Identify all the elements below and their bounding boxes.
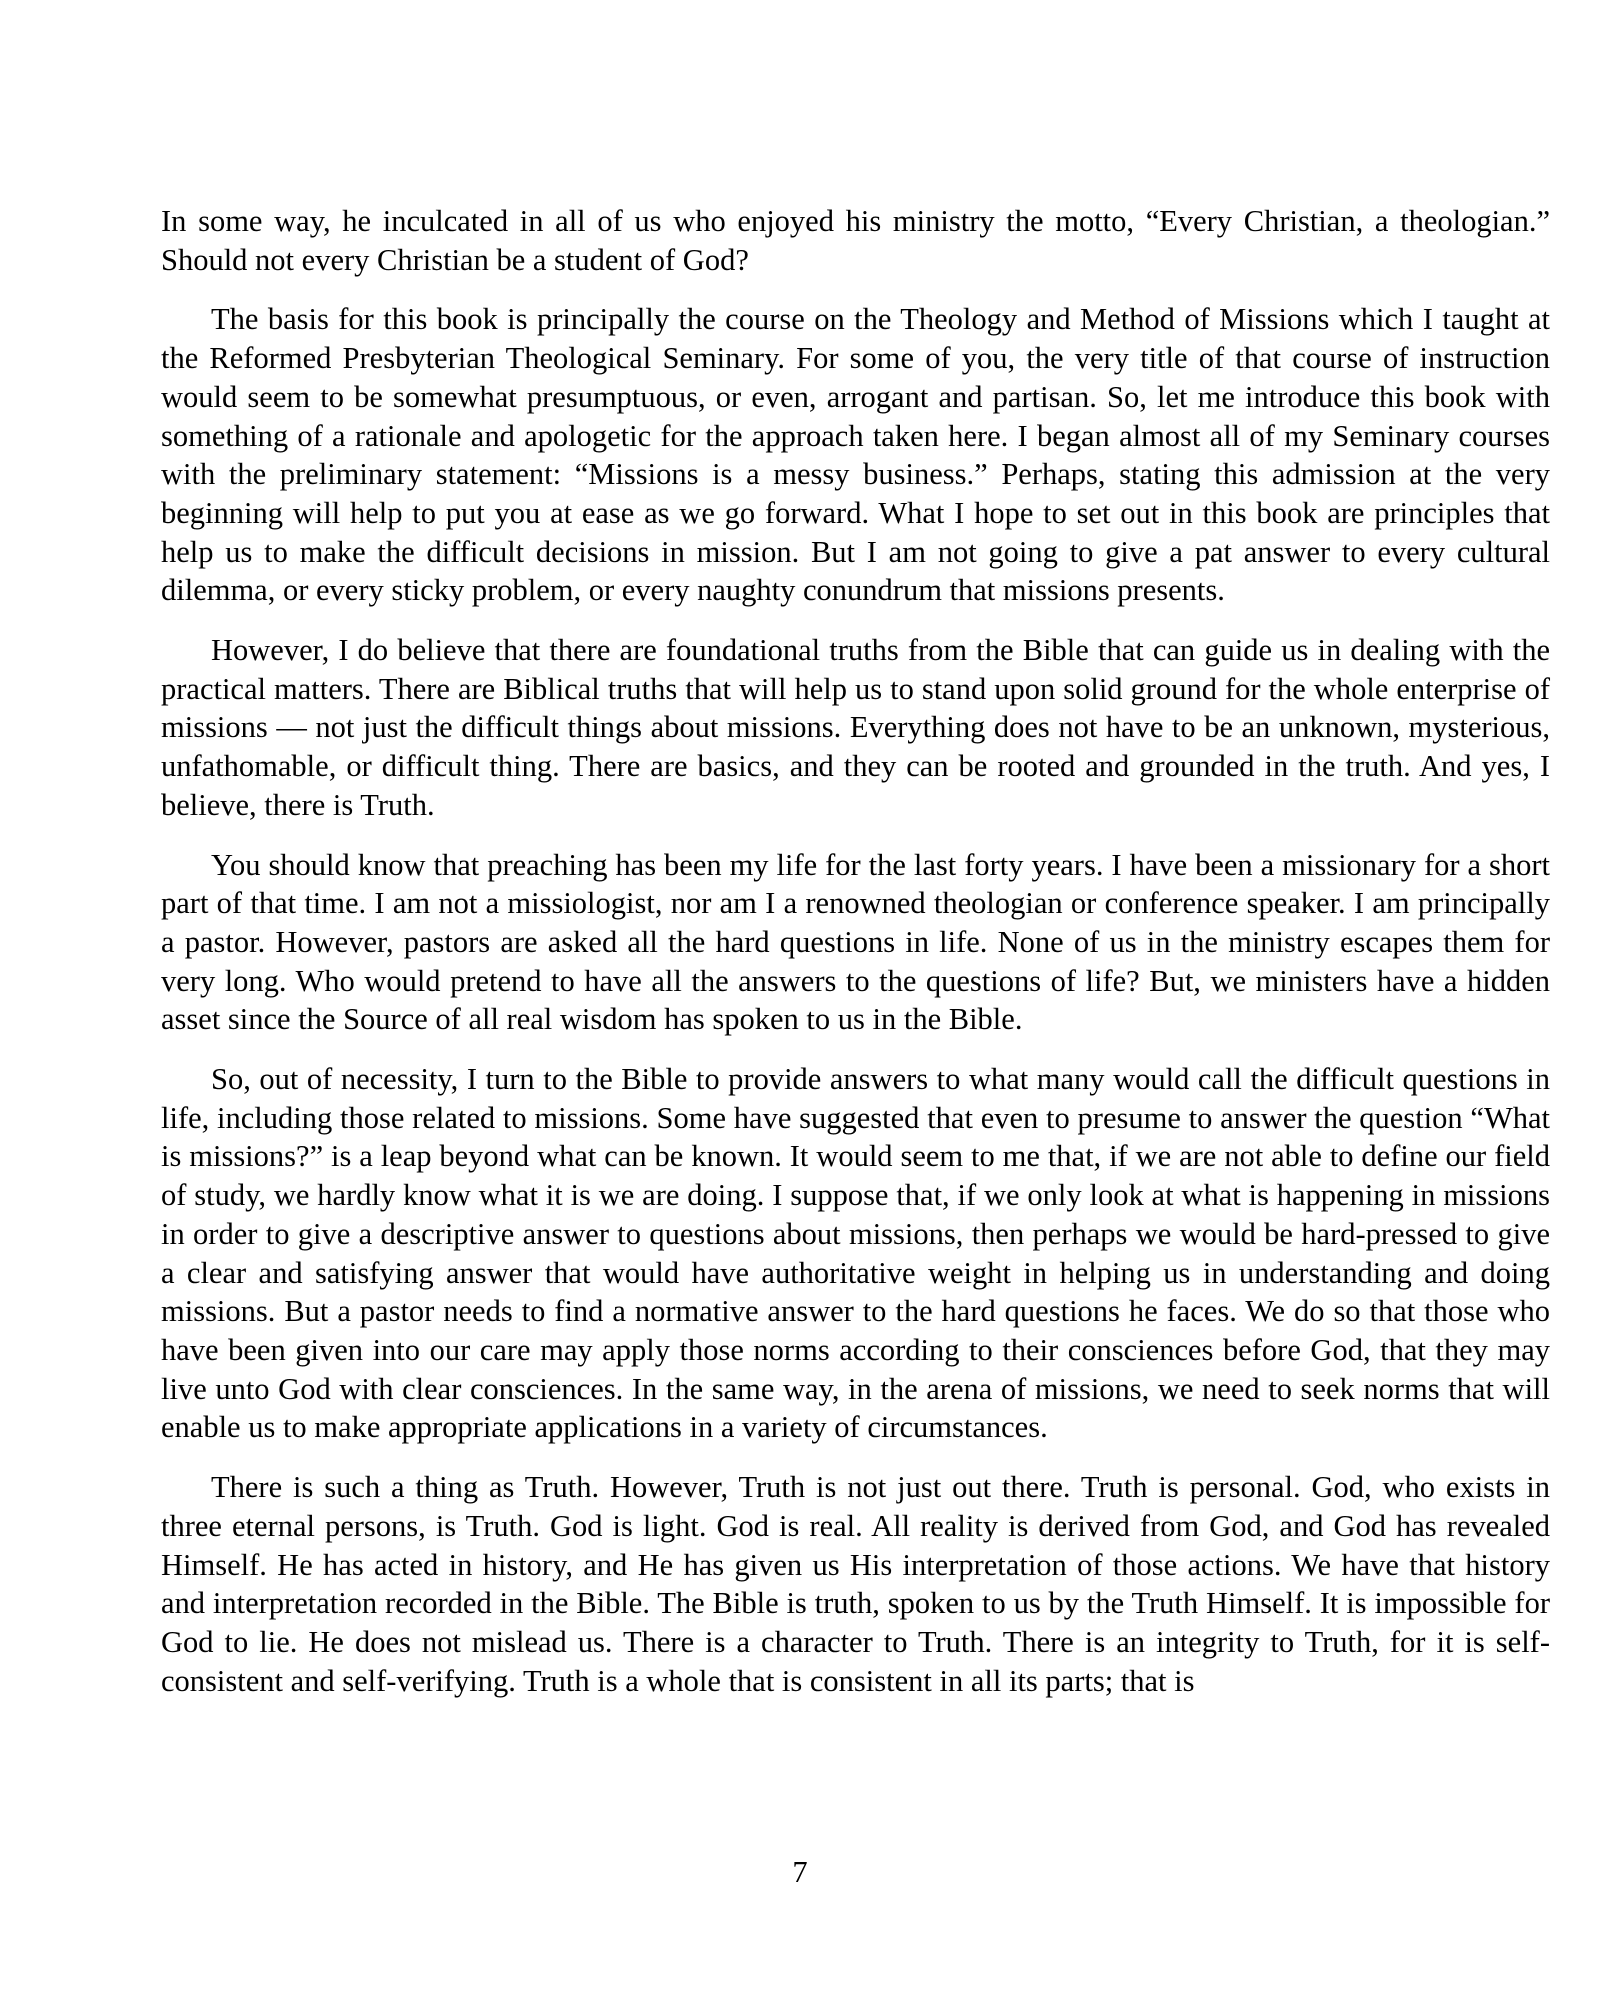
paragraph-2: The basis for this book is principally the course on the Theology and Method of Missions which I taught at the Reformed Presbyterian Theological Seminary. For some of you, the very title of that course of instruction would seem to be somewhat presumptuous, or even, arrogant and partisan. So, let me introduce this book with something of a rationale and apologetic for the approach taken here. I began almost all of my Seminary courses with the preliminary statement: “Missions is a messy business.” Perhaps, stating this admission at the very beginning will help to put you at ease as we go forward. What I hope to set out in this book are principles that help us to make the difficult decisions in mission. But I am not going to give a pat answer to every cultural dilemma, or every sticky problem, or every naughty conundrum that missions presents.	[161, 302, 1550, 608]
page-number: 7	[792, 1855, 808, 1889]
paragraph-4: You should know that preaching has been my life for the last forty years. I have been a missionary for a short part of that time. I am not a missiologist, nor am I a renowned theologian or conference speaker. I am principally a pastor. However, pastors are asked all the hard questions in life. None of us in the ministry escapes them for very long. Who would pretend to have all the answers to the questions of life? But, we ministers have a hidden asset since the Source of all real wisdom has spoken to us in the Bible.	[161, 847, 1550, 1037]
paragraph-6: There is such a thing as Truth. However, Truth is not just out there. Truth is personal. God, who exists in three eternal persons, is Truth. God is light. God is real. All reality is derived from God, and God has revealed Himself. He has acted in history, and He has given us His interpretation of those actions. We have that history and interpretation recorded in the Bible. The Bible is truth, spoken to us by the Truth Himself. It is impossible for God to lie. He does not mislead us. There is a character to Truth. There is an integrity to Truth, for it is self-consistent and self-verifying. Truth is a whole that is consistent in all its parts; that is	[161, 1470, 1550, 1698]
paragraph-3: However, I do believe that there are foundational truths from the Bible that can guide us in dealing with the practical matters. There are Biblical truths that will help us to stand upon solid ground for the whole enterprise of missions — not just the difficult things about missions. Everything does not have to be an unknown, mysterious, unfathomable, or difficult thing. There are basics, and they can be rooted and grounded in the truth. And yes, I believe, there is Truth.	[161, 633, 1550, 822]
body-text	[161, 202, 1550, 1721]
paragraph-1: In some way, he inculcated in all of us who enjoyed his ministry the motto, “Every Christian, a theologian.” Should not every Christian be a student of God?	[161, 204, 1550, 277]
paragraph-5: So, out of necessity, I turn to the Bible to provide answers to what many would call the difficult questions in life, including those related to missions. Some have suggested that even to presume to answer the question “What is missions?” is a leap beyond what can be known. It would seem to me that, if we are not able to define our field of study, we hardly know what it is we are doing. I suppose that, if we only look at what is happening in missions in order to give a descriptive answer to questions about missions, then perhaps we would be hard-pressed to give a clear and satisfying answer that would have authoritative weight in helping us in understanding and doing missions. But a pastor needs to find a normative answer to the hard questions he faces. We do so that those who have been given into our care may apply those norms according to their consciences before God, that they may live unto God with clear consciences. In the same way, in the arena of missions, we need to seek norms that will enable us to make appropriate applications in a variety of circumstances.	[161, 1062, 1550, 1445]
